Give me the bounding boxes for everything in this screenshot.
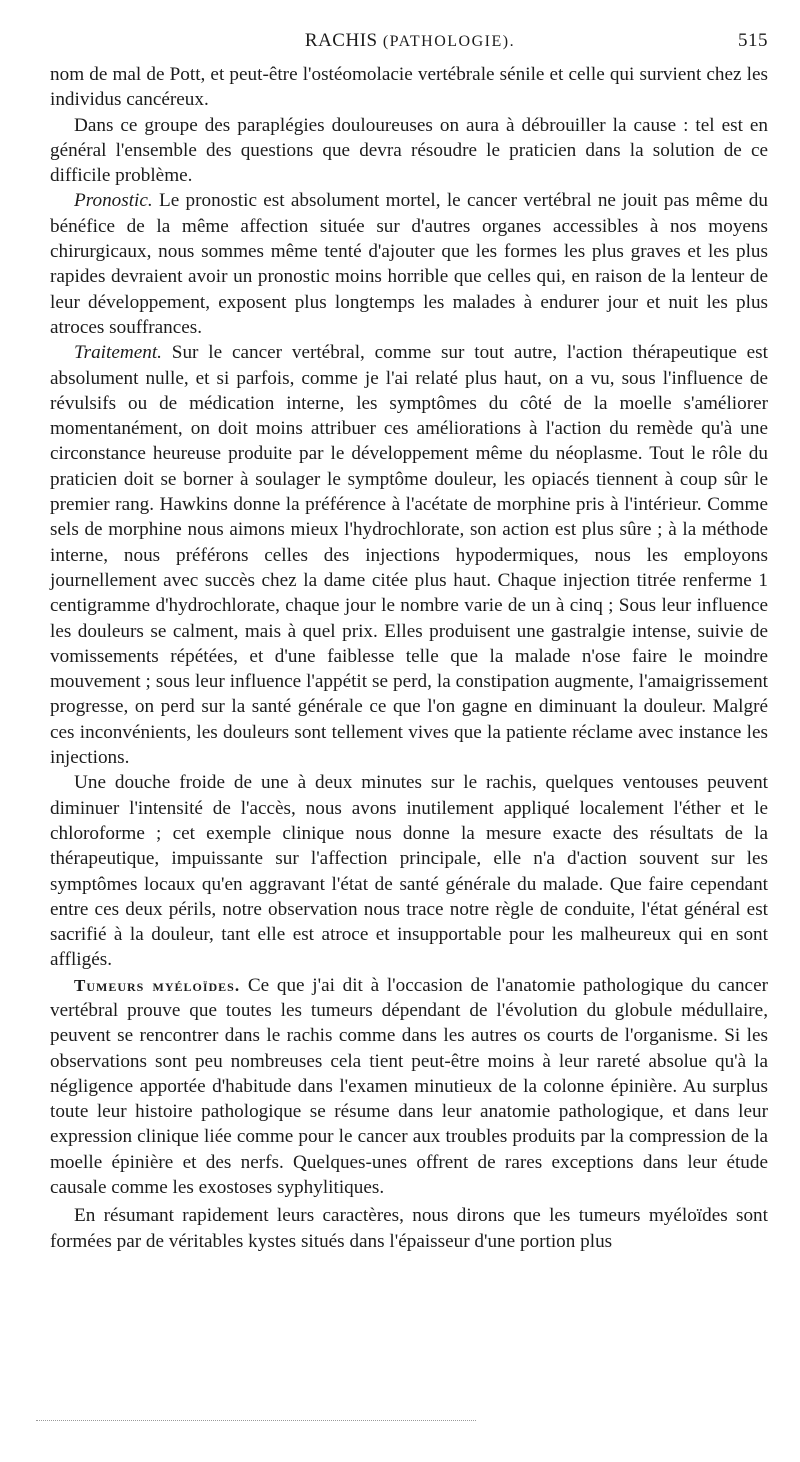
paragraph-text: En résumant rapidement leurs caractères, nous dirons que les tumeurs myéloïdes sont formées par de véritables kystes situés dans l'épaisseur d'une portion plus — [50, 1205, 768, 1252]
section-heading-tumeurs-myeloides: Tumeurs myéloïdes. — [74, 975, 241, 995]
running-title-sub: (PATHOLOGIE). — [382, 33, 516, 50]
page-number: 515 — [738, 30, 768, 51]
paragraph-pronostic — [50, 188, 768, 340]
paragraph-tumeurs-myeloides — [50, 973, 768, 1201]
paragraph-text: Dans ce groupe des paraplégies douloureuses on aura à débrouiller la cause : tel est en général l'ensemble des questions que devra résoudre le praticien dans la solution de ce difficile problème. — [50, 114, 768, 187]
running-head — [52, 30, 768, 58]
running-title — [52, 30, 768, 52]
running-title-main: RACHIS — [304, 30, 378, 51]
paragraph-paraplegies — [50, 113, 768, 189]
paragraph-text: Ce que j'ai dit à l'occasion de l'anatomie pathologique du cancer vertébral prouve que toutes les tumeurs dépendant de l'évolution du globule médullaire, peuvent se rencontrer dans le rachis comme dans les autres os courts de l'organisme. Si les observations sont peu nombreuses cela tient peut-être moins à leur rareté absolue qu'à la négligence apportée d'habitude dans l'examen minutieux de la colonne épinière. Au surplus toute leur histoire pathologique se résume dans leur anatomie pathologique, et dans leur expression clinique liée comme pour le cancer aux troubles produits par la compression de la moelle épinière et des nerfs. Quelques-unes offrent de rares exceptions dans leur étude causale comme les exostoses syphylitiques. — [50, 974, 768, 1199]
section-heading-pronostic: Pronostic. — [74, 190, 153, 212]
paragraph-text: Le pronostic est absolument mortel, le cancer vertébral ne jouit pas même du bénéfice de la même affection située sur d'autres organes accessibles à nos moyens chirurgicaux, nous sommes même tenté d'ajouter que les formes les plus graves et les plus rapides devraient avoir un pronostic moins horrible que celles qui, en raison de la lenteur de leur développement, exposent plus longtemps les malades à endurer jour et nuit les plus atroces souffrances. — [50, 190, 768, 338]
body-text — [50, 62, 768, 1254]
paragraph-text: Sur le cancer vertébral, comme sur tout autre, l'action thérapeutique est absolument nulle, et si parfois, comme je l'ai relaté plus haut, on a vu, sous l'influence de révulsifs ou de médication interne, les symptômes du côté de la moelle s'améliorer momentanément, on doit moins attribuer ces améliorations à l'action du remède qu'à une circonstance heureuse produite par le développement même du néoplasme. Tout le rôle du praticien doit se borner à soulager le symptôme douleur, les opiacés tiennent à coup sûr le premier rang. Hawkins donne la préférence à l'acétate de morphine pris à l'intérieur. Comme sels de morphine nous aimons mieux l'hydrochlorate, son action est plus sûre ; à la méthode interne, nous préférons celles des injections hypodermiques, nous les employons journellement avec succès chez la dame citée plus haut. Chaque injection titrée renferme 1 centigramme d'hydrochlorate, chaque jour le nombre varie de un à cinq ; Sous leur influence les douleurs se calment, mais à quel prix. Elles produisent une gastralgie intense, suivie de vomissements répétées, et d'une faiblesse telle que la malade n'ose faire le moindre mouvement ; sous leur influence l'appétit se perd, la constipation augmente, l'amaigrissement progresse, on perd sur la santé générale ce que l'on gagne en diminuant la douleur. Malgré ces inconvénients, les douleurs sont tellement vives que la patiente réclame avec instance les injections. — [50, 342, 768, 769]
paragraph-traitement — [50, 340, 768, 770]
paragraph-continuation — [50, 62, 768, 113]
section-heading-traitement: Traitement. — [74, 342, 162, 364]
paragraph-douche — [50, 770, 768, 972]
paragraph-text: Une douche froide de une à deux minutes sur le rachis, quelques ventouses peuvent diminuer l'intensité de l'accès, nous avons inutilement appliqué localement l'éther et le chloroforme ; cet exemple clinique nous donne la mesure exacte des résultats de la thérapeutique, impuissante sur l'affection principale, elle n'a d'action souvent sur les symptômes locaux qu'en aggravant l'état de santé générale du malade. Que faire cependant entre ces deux périls, notre observation nous trace notre règle de conduite, l'état général est sacrifié à la douleur, tant elle est atroce et insupportable pour les malheureux qui en sont affligés. — [50, 772, 768, 971]
paragraph-resume — [50, 1203, 768, 1254]
footer-dotted-rule — [36, 1420, 476, 1421]
paragraph-text: nom de mal de Pott, et peut-être l'ostéomolacie vertébrale sénile et celle qui survient chez les individus cancéreux. — [50, 64, 768, 111]
